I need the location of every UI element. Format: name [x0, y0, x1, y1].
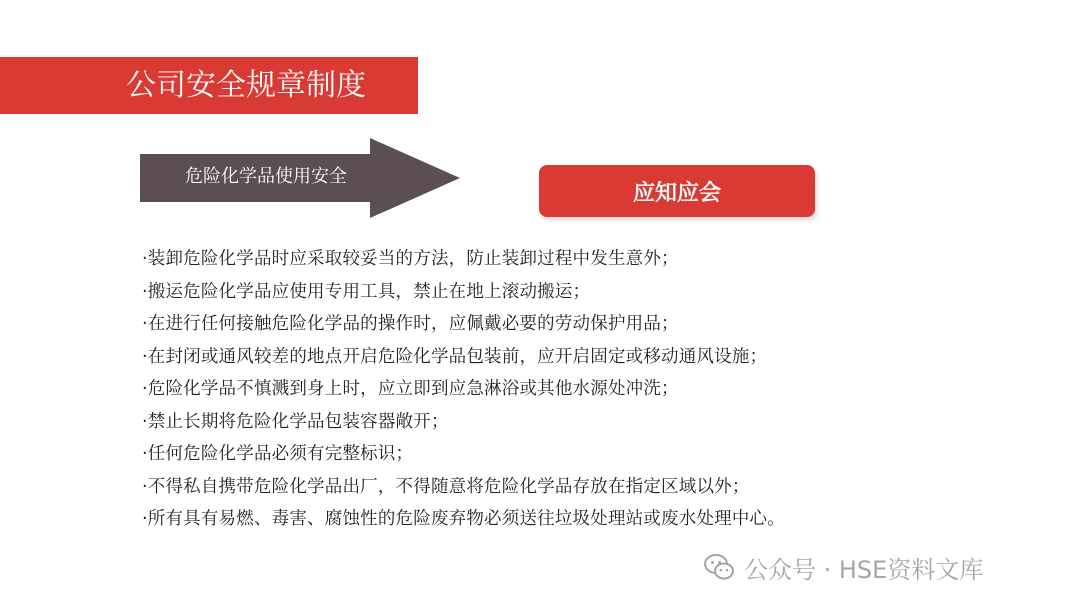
rule-item: ·禁止长期将危险化学品包装容器敞开；: [142, 411, 449, 432]
badge: [539, 165, 815, 217]
badge-label: 应知应会: [632, 180, 721, 206]
watermark: [702, 548, 983, 586]
rule-item: ·不得私自携带危险化学品出厂，不得随意将危险化学品存放在指定区域以外；: [142, 476, 750, 497]
arrow-label: 危险化学品使用安全: [185, 166, 347, 187]
rule-item: ·在进行任何接触危险化学品的操作时，应佩戴必要的劳动保护用品；: [142, 314, 679, 334]
watermark-text: 公众号 · HSE资料文库: [744, 555, 984, 584]
slide-title: 公司安全规章制度: [126, 68, 366, 103]
rule-item: ·所有具有易燃、毒害、腐蚀性的危险废弃物必须送往垃圾处理站或废水处理中心。: [142, 509, 785, 529]
rule-item: ·搬运危险化学品应使用专用工具，禁止在地上滚动搬运；: [142, 281, 591, 302]
rule-item: ·装卸危险化学品时应采取较妥当的方法，防止装卸过程中发生意外；: [142, 249, 679, 269]
rule-item: ·任何危险化学品必须有完整标识；: [142, 444, 414, 464]
rules-list: [142, 243, 902, 536]
rule-item: ·在封闭或通风较差的地点开启危险化学品包装前，应开启固定或移动通风设施；: [142, 346, 768, 367]
wechat-icon: [702, 550, 736, 584]
rule-item: ·危险化学品不慎溅到身上时，应立即到应急淋浴或其他水源处冲洗；: [142, 379, 679, 399]
